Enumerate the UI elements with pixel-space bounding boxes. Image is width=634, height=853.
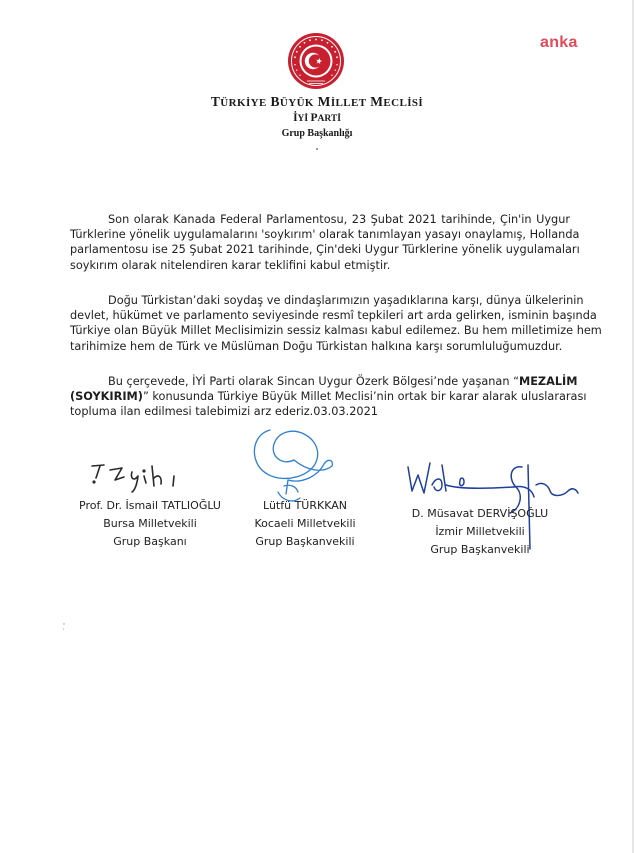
signatory-role: Grup Başkanvekili [255,535,355,548]
emphasis-text: (SOYKIRIM) [70,390,143,404]
emphasis-text: MEZALİM [518,375,578,388]
paragraph-line: topluma ilan edilmesi talebimizi arz ederiz.03.03.2021 [70,405,378,419]
paragraph-line: tarihimize hem de Türk ve Müslüman Doğu Türkistan halkına karşı sorumluluğumuzdur. [70,339,563,353]
signatory-1 [60,497,240,551]
signatory-title: İzmir Milletvekili [435,525,525,538]
scan-speck [62,622,66,632]
watermark: anka [540,34,578,51]
paragraph-line: soykırım olarak nitelendiren karar teklifini kabul etmiştir. [70,258,391,272]
signature-tatlioglu [82,456,192,496]
party-name: İYİ PARTİ [293,112,341,124]
paragraph-line: parlamentosu ise 25 Şubat 2021 tarihinde, Çin'deki Uygur Türklerine yönelik uygulamaları [70,243,580,257]
paragraph-line: (SOYKIRIM)” konusunda Türkiye Büyük Millet Meclisi’nin ortak bir karar alarak uluslararası [70,390,587,404]
speck [316,148,318,150]
paragraph-line: Türkiye olan Büyük Millet Meclisimizin sessiz kalması kabul edilemez. Bu hem milletimize hem [70,324,602,338]
institution-title: TÜRKİYE BÜYÜK MİLLET MECLİSİ [210,94,424,109]
signatory-name: Lütfü TÜRKKAN [263,499,347,512]
paragraph-line: Doğu Türkistan’daki soydaş ve dindaşlarımızın yaşadıklarına karşı, dünya ülkelerinin [108,294,584,307]
office-name: Grup Başkanlığı [281,128,353,139]
letterhead [0,94,634,141]
signatory-role: Grup Başkanı [113,535,187,548]
paragraph-2 [70,293,602,354]
paragraph-1 [70,212,580,273]
paragraph-line: Türklerine yönelik uygulamalarını 'soykırım' olarak tanımlayan yasayı onaylamış, Hollanda [70,228,580,242]
signatory-role: Grup Başkanvekili [430,543,530,556]
tbmm-seal-logo [287,32,345,90]
signatory-2 [230,497,380,551]
signatory-title: Bursa Milletvekili [103,517,197,530]
signatory-name: Prof. Dr. İsmail TATLIOĞLU [79,499,221,512]
paragraph-line: devlet, hükümet ve parlamento seviyesinde resmî tepkileri art arda gelirken, isminin başında [70,309,597,323]
paragraph-line: Son olarak Kanada Federal Parlamentosu, 23 Şubat 2021 tarihinde, Çin'in Uygur [108,213,570,226]
paragraph-3 [70,374,587,420]
signatory-title: Kocaeli Milletvekili [254,517,356,530]
signatory-3 [400,505,560,559]
signatory-name: D. Müsavat DERVİŞOĞLU [411,507,549,520]
paragraph-line: Bu çerçevede, İYİ Parti olarak Sincan Uygur Özerk Bölgesi’nde yaşanan “MEZALİM [108,375,578,388]
